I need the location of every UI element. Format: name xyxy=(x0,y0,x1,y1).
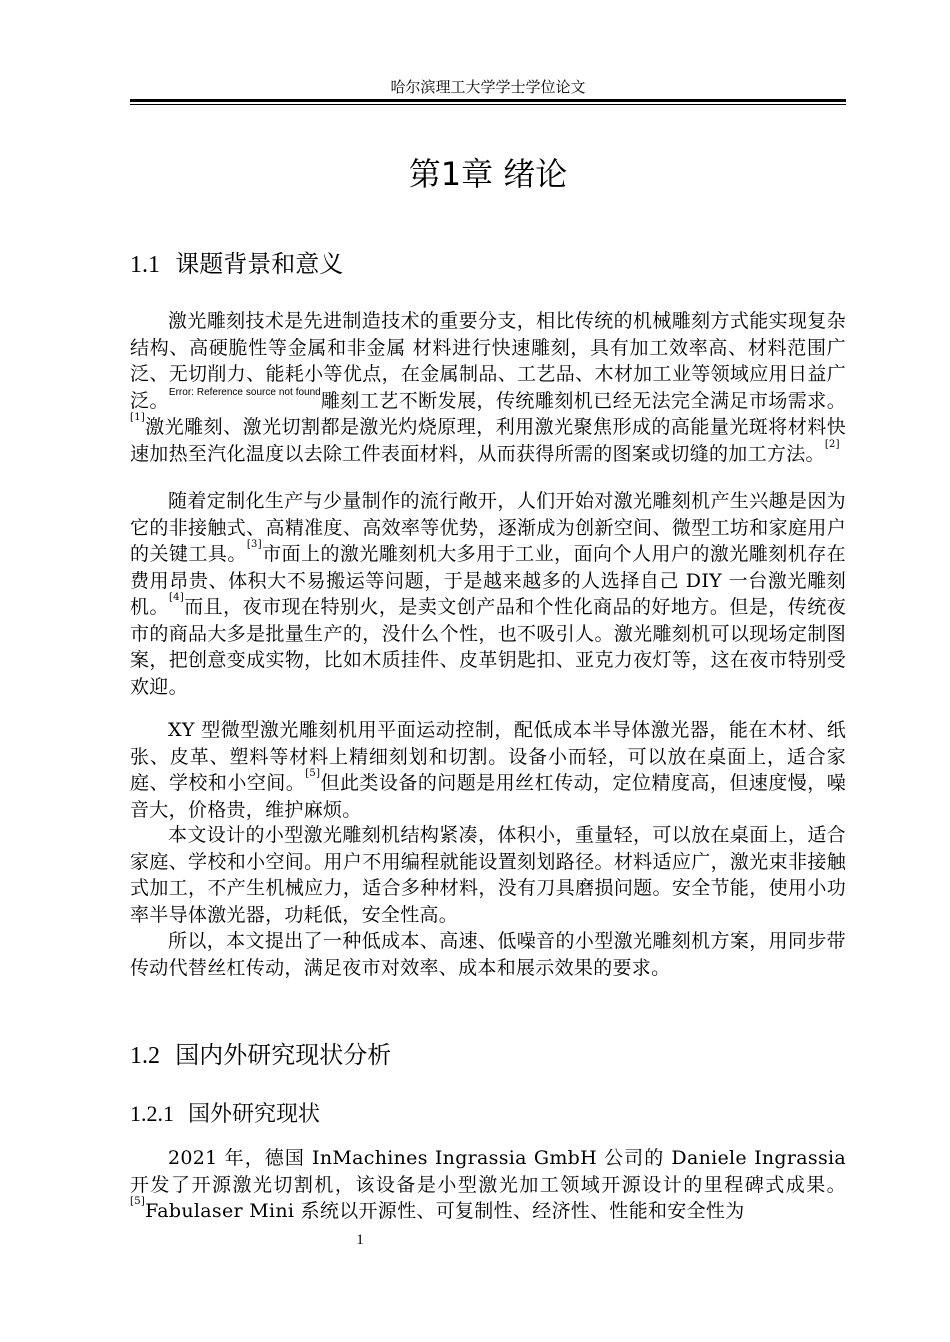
header-rule-thick xyxy=(130,99,846,102)
paragraph-text: 激光雕刻技术是先进制造技术的重要分支，相比传统的机械雕刻方式能实现复杂结构、高硬脆性等金属和非金属 材料进行快速雕刻，具有加工效率高、材料范围广泛、无切削力、能耗小等优点，在金属制品、工艺品、木材加工业等领域应用日益广泛。 xyxy=(130,310,846,412)
section-heading-1-1 xyxy=(130,249,343,280)
citation: [2] xyxy=(824,438,840,450)
section-heading-1-2 xyxy=(130,1040,391,1071)
subsection-number: 1.2.1 xyxy=(130,1101,174,1126)
citation: [4] xyxy=(168,592,185,603)
paragraph-text: 而且，夜市现在特别火，是卖文创产品和个性化商品的好地方。但是，传统夜市的商品大多是批量生产的，没什么个性，也不吸引人。激光雕刻机可以现场定制图案，把创意变成实物，比如木质挂件、皮革钥匙扣、亚克力夜灯等，这在夜市特别受欢迎。 xyxy=(130,596,847,698)
paragraph-6 xyxy=(130,1145,846,1225)
paragraph-2 xyxy=(130,488,846,700)
paragraph-4: 本文设计的小型激光雕刻机结构紧凑，体积小，重量轻，可以放在桌面上，适合家庭、学校和小空间。用户不用编程就能设置刻划路径。材料适应广，激光束非接触式加工，不产生机械应力，适合多种材料，没有刀具磨损问题。安全节能，使用小功率半导体激光器，功耗低，安全性高。 xyxy=(130,824,846,926)
header-rule-thin xyxy=(130,104,846,105)
section-number: 1.2 xyxy=(130,1043,160,1069)
citation: [5] xyxy=(305,768,321,779)
subsection-heading-1-2-1 xyxy=(130,1100,320,1129)
chapter-title: 第1章 绪论 xyxy=(408,155,568,193)
paragraph-text: Fabulaser Mini 系统以开源性、可复制性、经济性、性能和安全性为 xyxy=(145,1200,745,1222)
citation: [1] xyxy=(130,412,146,423)
running-header: 哈尔滨理工大学学士学位论文 xyxy=(390,78,586,96)
citation: [5] xyxy=(130,1196,146,1207)
reference-error: Error: Reference source not found xyxy=(168,386,321,398)
section-title: 课题背景和意义 xyxy=(175,250,344,278)
citation: [3] xyxy=(246,539,262,550)
paragraph-3 xyxy=(130,717,846,823)
paragraph-5: 所以，本文提出了一种低成本、高速、低噪音的小型激光雕刻机方案，用同步带传动代替丝杠传动，满足夜市对效率、成本和展示效果的要求。 xyxy=(130,930,846,979)
paragraph-text: 但此类设备的问题是用丝杠传动，定位精度高，但速度慢，噪音大，价格贵，维护麻烦。 xyxy=(130,772,846,821)
section-title: 国内外研究现状分析 xyxy=(175,1041,392,1069)
paragraph-text: 2021 年，德国 InMachines Ingrassia GmbH 公司的 Daniele Ingrassia 开发了开源激光切割机，该设备是小型激光加工领域开源设计的里程碑式成果。 xyxy=(130,1147,846,1196)
section-number: 1.1 xyxy=(130,252,160,278)
paragraph-text: 激光雕刻、激光切割都是激光灼烧原理，利用激光聚焦形成的高能量光斑将材料快速加热至汽化温度以去除工件表面材料，从而获得所需的图案或切缝的加工方法。 xyxy=(130,416,846,465)
paragraph-1 xyxy=(130,308,846,467)
paragraph-text: 雕刻工艺不断发展，传统雕刻机已经无法完全满足市场需求。 xyxy=(320,389,846,412)
paragraph-text: 随着定制化生产与少量制作的流行敞开，人们开始对激光雕刻机产生兴趣是因为它的非接触式、高精准度、高效率等优势，逐渐成为创新空间、微型工坊和家庭用户的关键工具。 xyxy=(130,490,846,565)
paragraph-text: XY 型微型激光雕刻机用平面运动控制，配低成本半导体激光器，能在木材、纸张、皮革、塑料等材料上精细刻划和切割。设备小而轻，可以放在桌面上，适合家庭、学校和小空间。 xyxy=(130,719,846,794)
page-number: 1 xyxy=(356,1232,364,1248)
subsection-title: 国外研究现状 xyxy=(188,1102,321,1127)
paragraph-text: 市面上的激光雕刻机大多用于工业，面向个人用户的激光雕刻机存在费用昂贵、体积大不易搬运等问题，于是越来越多的人选择自己 DIY 一台激光雕刻机。 xyxy=(130,543,846,618)
